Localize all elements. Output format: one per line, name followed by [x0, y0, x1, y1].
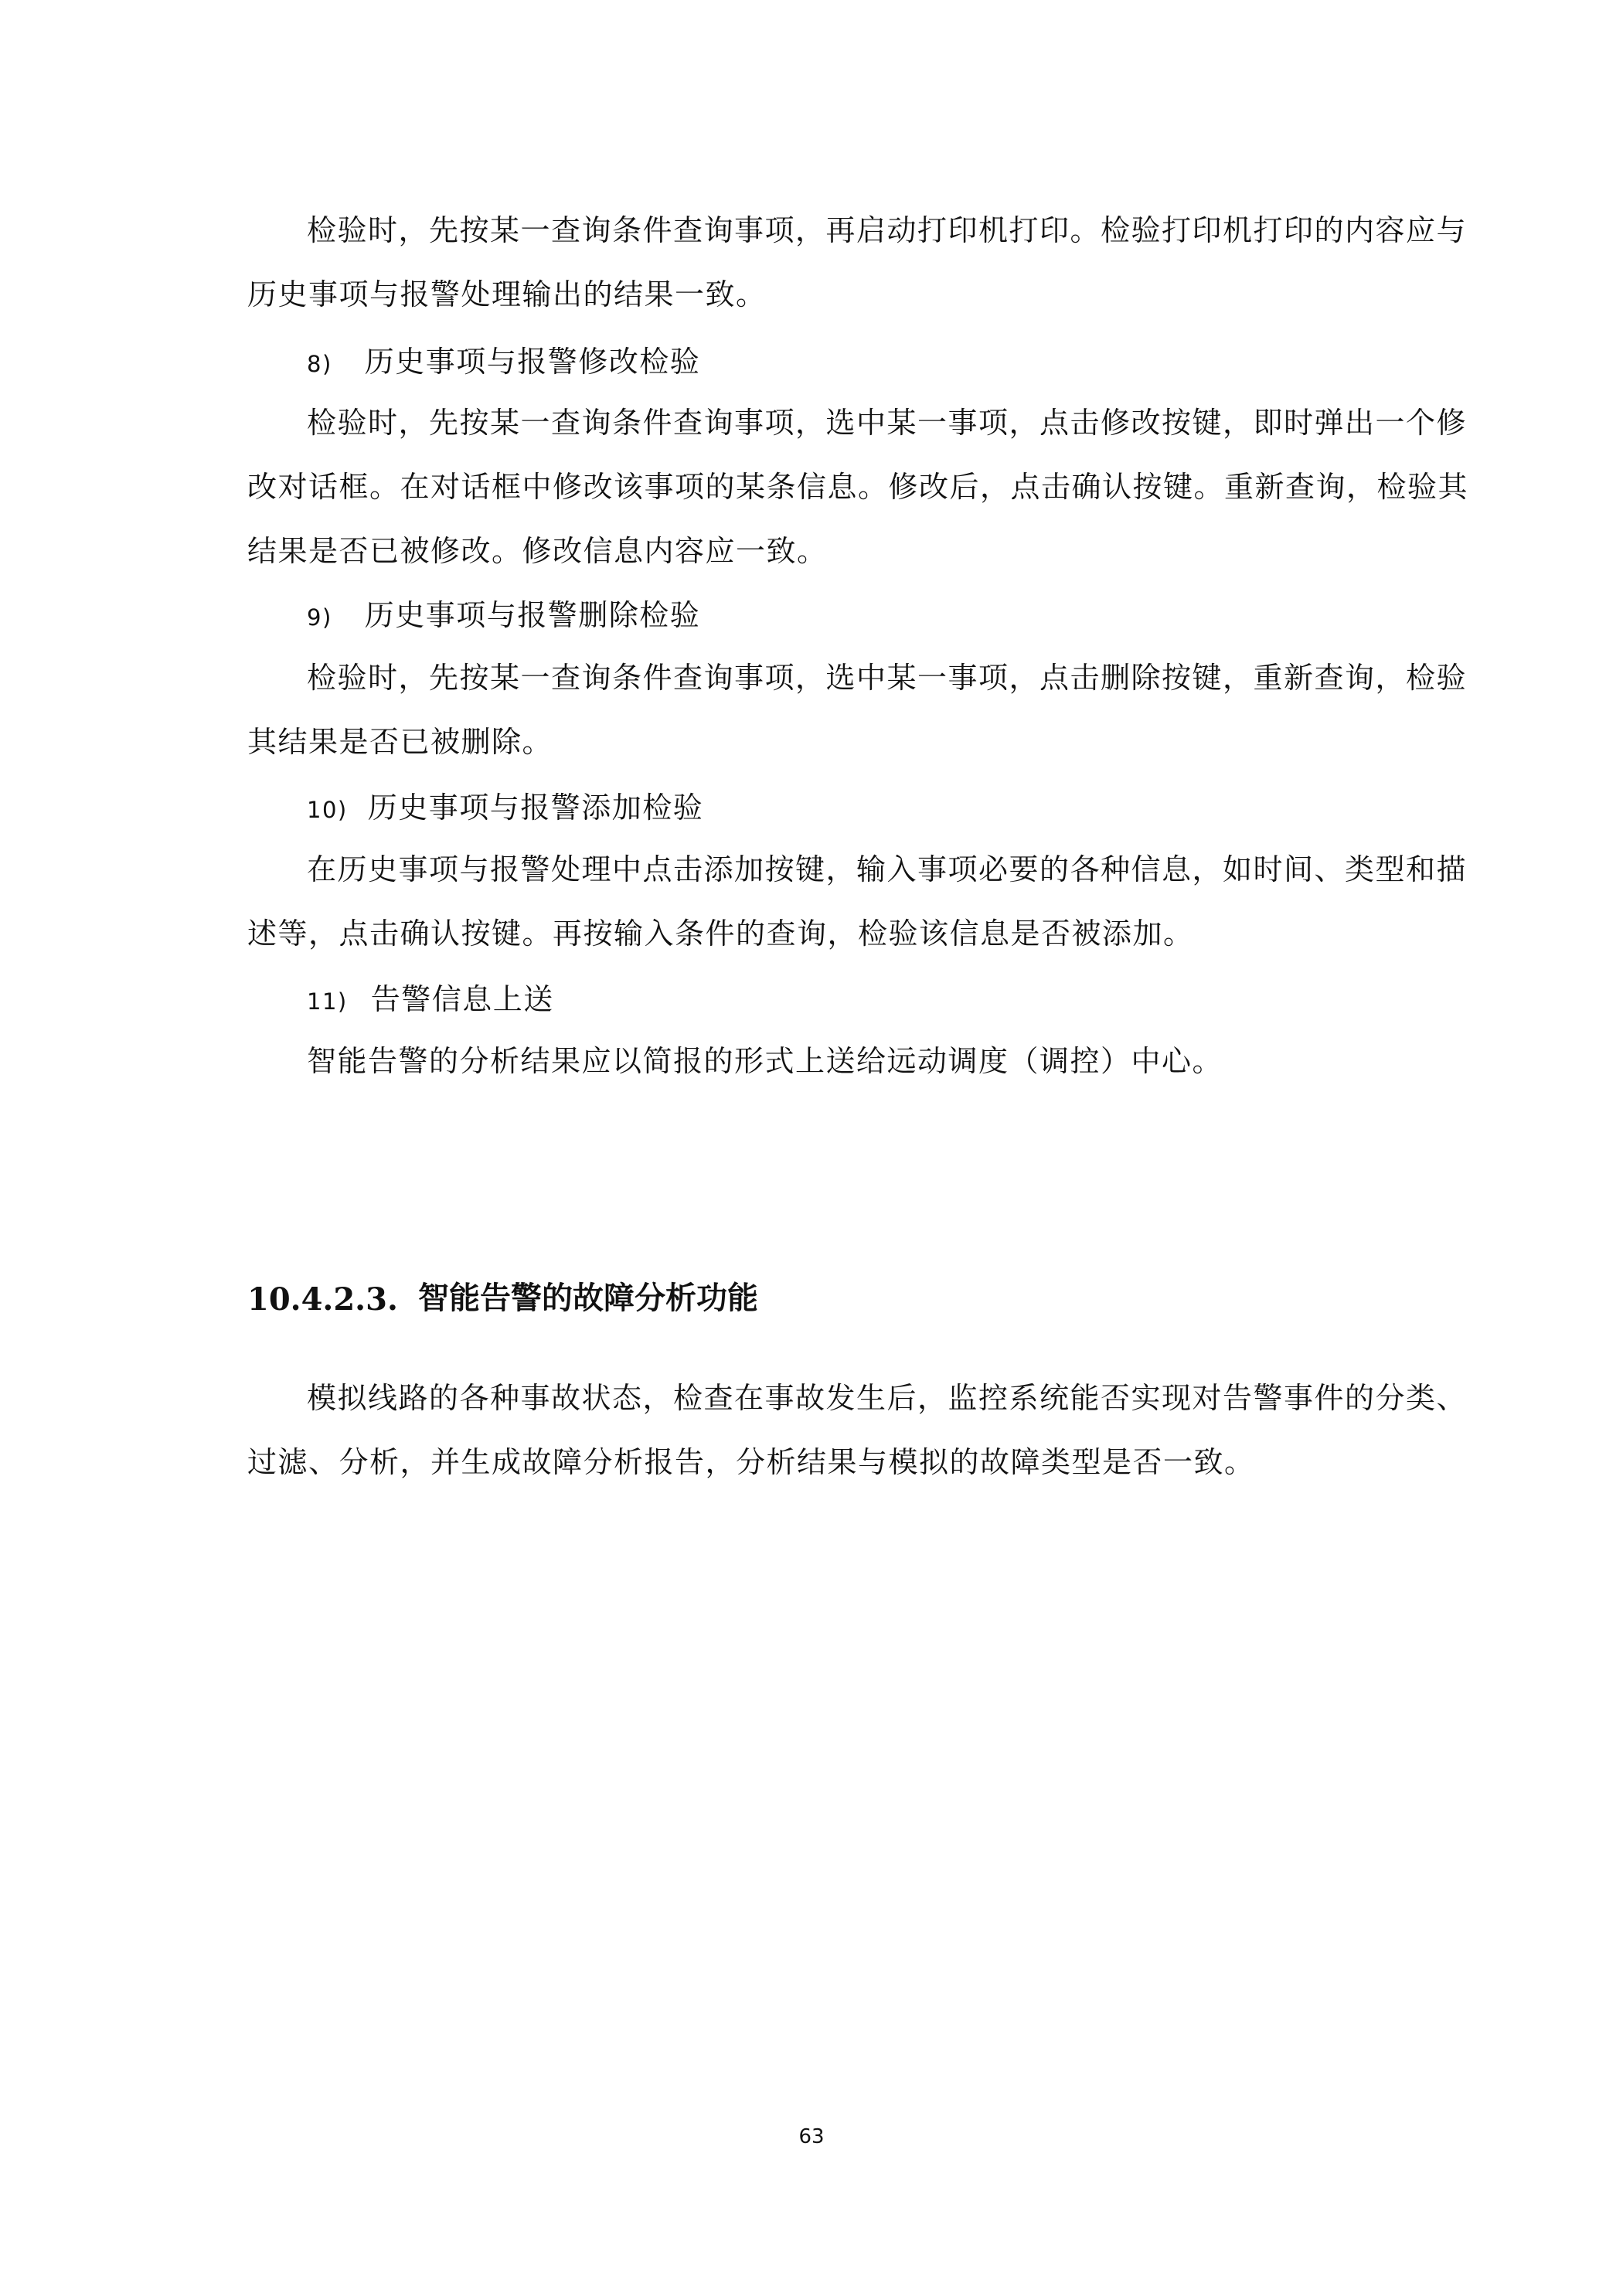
paragraph-line: 改对话框。在对话框中修改该事项的某条信息。修改后，点击确认按键。重新查询，检验其 — [247, 470, 1469, 504]
paragraph-line: 过滤、分析，并生成故障分析报告，分析结果与模拟的故障类型是否一致。 — [247, 1445, 1255, 1479]
paragraph-line: 历史事项与报警处理输出的结果一致。 — [247, 277, 767, 311]
list-item-title: 历史事项与报警修改检验 — [364, 345, 701, 379]
list-item-title: 历史事项与报警删除检验 — [364, 598, 701, 632]
paragraph-line: 检验时，先按某一查询条件查询事项，选中某一事项，点击删除按键，重新查询，检验 — [307, 661, 1468, 695]
paragraph-line: 述等，点击确认按键。再按输入条件的查询，检验该信息是否被添加。 — [247, 917, 1194, 951]
paragraph-line: 智能告警的分析结果应以简报的形式上送给远动调度（调控）中心。 — [307, 1044, 1223, 1078]
section-title: 智能告警的故障分析功能 — [418, 1281, 758, 1316]
paragraph-line: 在历史事项与报警处理中点击添加按键，输入事项必要的各种信息，如时间、类型和描 — [307, 852, 1468, 886]
paragraph-line: 其结果是否已被删除。 — [247, 725, 553, 759]
list-item-number: 8) — [307, 351, 332, 377]
list-item-10 — [307, 788, 703, 829]
list-item-number: 9) — [307, 604, 332, 631]
section-number: 10.4.2.3. — [247, 1281, 398, 1318]
paragraph-line: 检验时，先按某一查询条件查询事项，再启动打印机打印。检验打印机打印的内容应与 — [307, 213, 1468, 247]
list-item-11 — [307, 980, 554, 1021]
page-number: 63 — [798, 2125, 825, 2148]
list-item-number: 11) — [307, 988, 348, 1015]
list-item-9 — [307, 596, 700, 637]
list-item-title: 告警信息上送 — [370, 982, 554, 1016]
paragraph-line: 检验时，先按某一查询条件查询事项，选中某一事项，点击修改按键，即时弹出一个修 — [307, 406, 1468, 440]
paragraph-line: 结果是否已被修改。修改信息内容应一致。 — [247, 534, 828, 568]
list-item-title: 历史事项与报警添加检验 — [367, 791, 704, 825]
list-item-8 — [307, 342, 700, 383]
list-item-number: 10) — [307, 797, 348, 823]
paragraph-line: 模拟线路的各种事故状态，检查在事故发生后，监控系统能否实现对告警事件的分类、 — [307, 1381, 1468, 1415]
